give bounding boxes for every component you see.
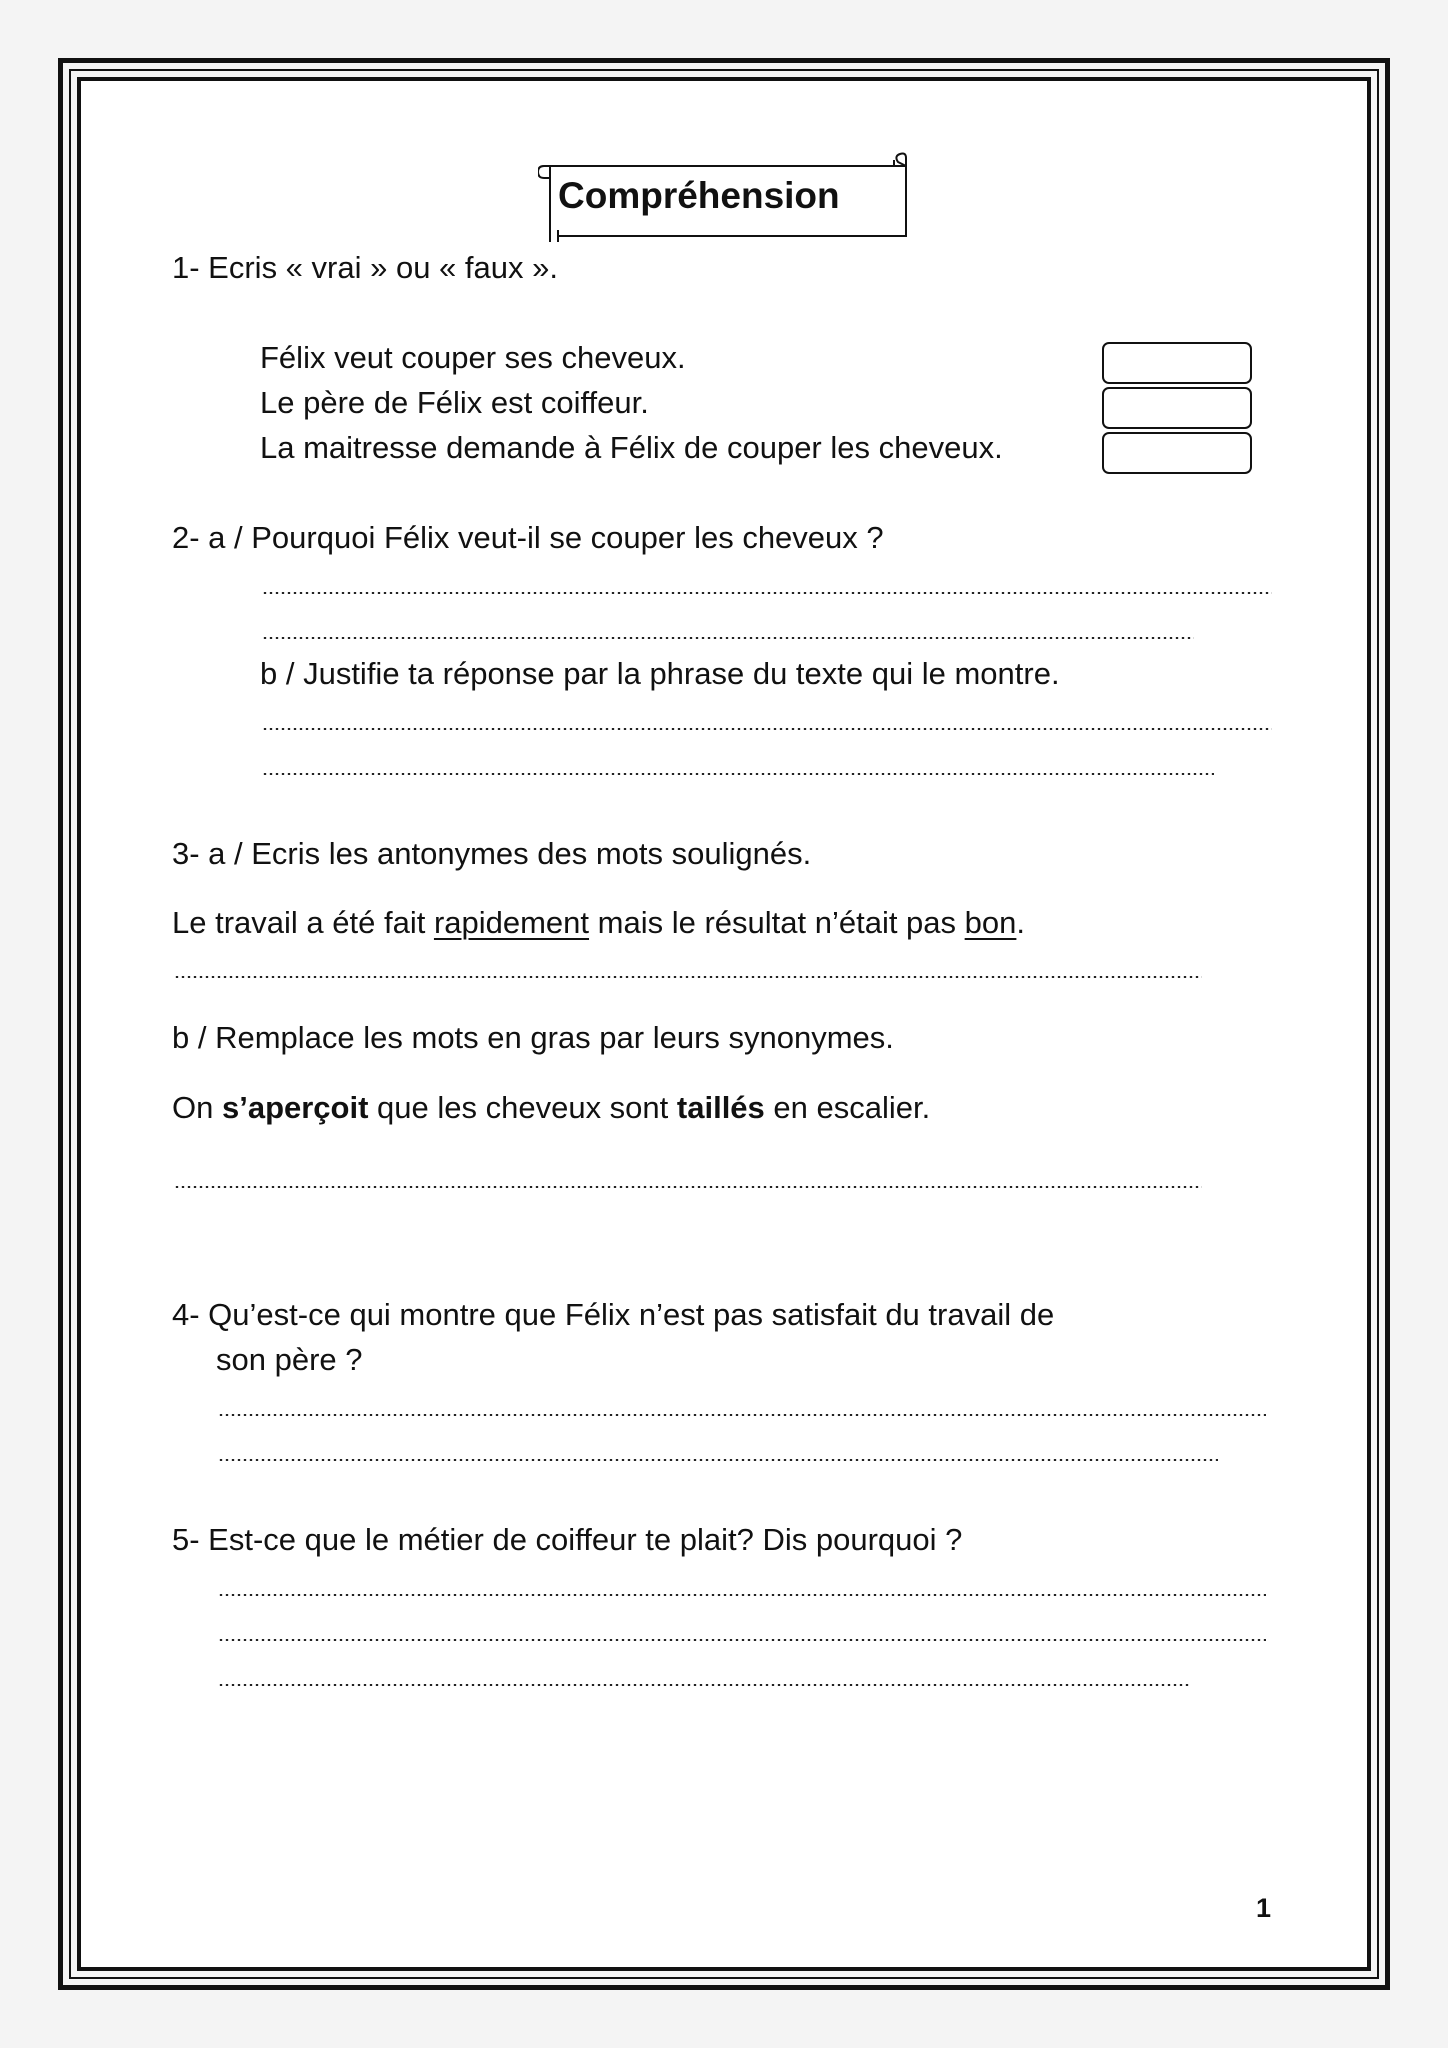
answer-line[interactable] — [174, 1186, 1202, 1188]
answer-line[interactable] — [218, 1684, 1190, 1686]
answer-line[interactable] — [218, 1414, 1266, 1416]
question-4-prompt-line1: 4- Qu’est-ce qui montre que Félix n’est pas satisfait du travail de — [172, 1297, 1055, 1332]
answer-line[interactable] — [218, 1639, 1266, 1641]
sentence-text: . — [1016, 905, 1026, 940]
answer-line[interactable] — [262, 728, 1272, 730]
question-2a-prompt: 2- a / Pourquoi Félix veut-il se couper les cheveux ? — [172, 520, 884, 555]
answer-box-2[interactable] — [1102, 387, 1252, 429]
page-number: 1 — [1256, 1893, 1272, 1923]
answer-box-1[interactable] — [1102, 342, 1252, 384]
sentence-text: en escalier. — [764, 1090, 931, 1125]
page-title: Compréhension — [558, 175, 840, 216]
sentence-text: que les cheveux sont — [368, 1090, 677, 1125]
question-5-prompt: 5- Est-ce que le métier de coiffeur te plait? Dis pourquoi ? — [172, 1522, 963, 1557]
sentence-text: Le travail a été fait — [172, 905, 434, 940]
sentence-text: On — [172, 1090, 222, 1125]
underlined-word: bon — [964, 905, 1017, 940]
statement-3: La maitresse demande à Félix de couper les cheveux. — [260, 430, 1003, 465]
synonym-sentence — [172, 1089, 930, 1127]
underlined-word: rapidement — [433, 905, 590, 940]
question-4-prompt-line2: son père ? — [216, 1342, 363, 1377]
answer-line[interactable] — [262, 637, 1194, 639]
question-3b-prompt: b / Remplace les mots en gras par leurs synonymes. — [172, 1020, 894, 1055]
answer-line[interactable] — [262, 592, 1272, 594]
answer-line[interactable] — [262, 773, 1214, 775]
antonym-sentence — [172, 904, 1025, 942]
sentence-text: mais le résultat n’était pas — [589, 905, 965, 940]
bold-word: taillés — [676, 1090, 765, 1125]
answer-line[interactable] — [174, 976, 1202, 978]
question-3a-prompt: 3- a / Ecris les antonymes des mots soulignés. — [172, 836, 812, 871]
statement-2: Le père de Félix est coiffeur. — [260, 385, 649, 420]
answer-line[interactable] — [218, 1459, 1218, 1461]
answer-line[interactable] — [218, 1594, 1266, 1596]
question-2b-prompt: b / Justifie ta réponse par la phrase du texte qui le montre. — [260, 656, 1060, 691]
answer-box-3[interactable] — [1102, 432, 1252, 474]
bold-word: s’aperçoit — [221, 1090, 369, 1125]
question-1-prompt: 1- Ecris « vrai » ou « faux ». — [172, 250, 558, 285]
statement-1: Félix veut couper ses cheveux. — [260, 340, 686, 375]
